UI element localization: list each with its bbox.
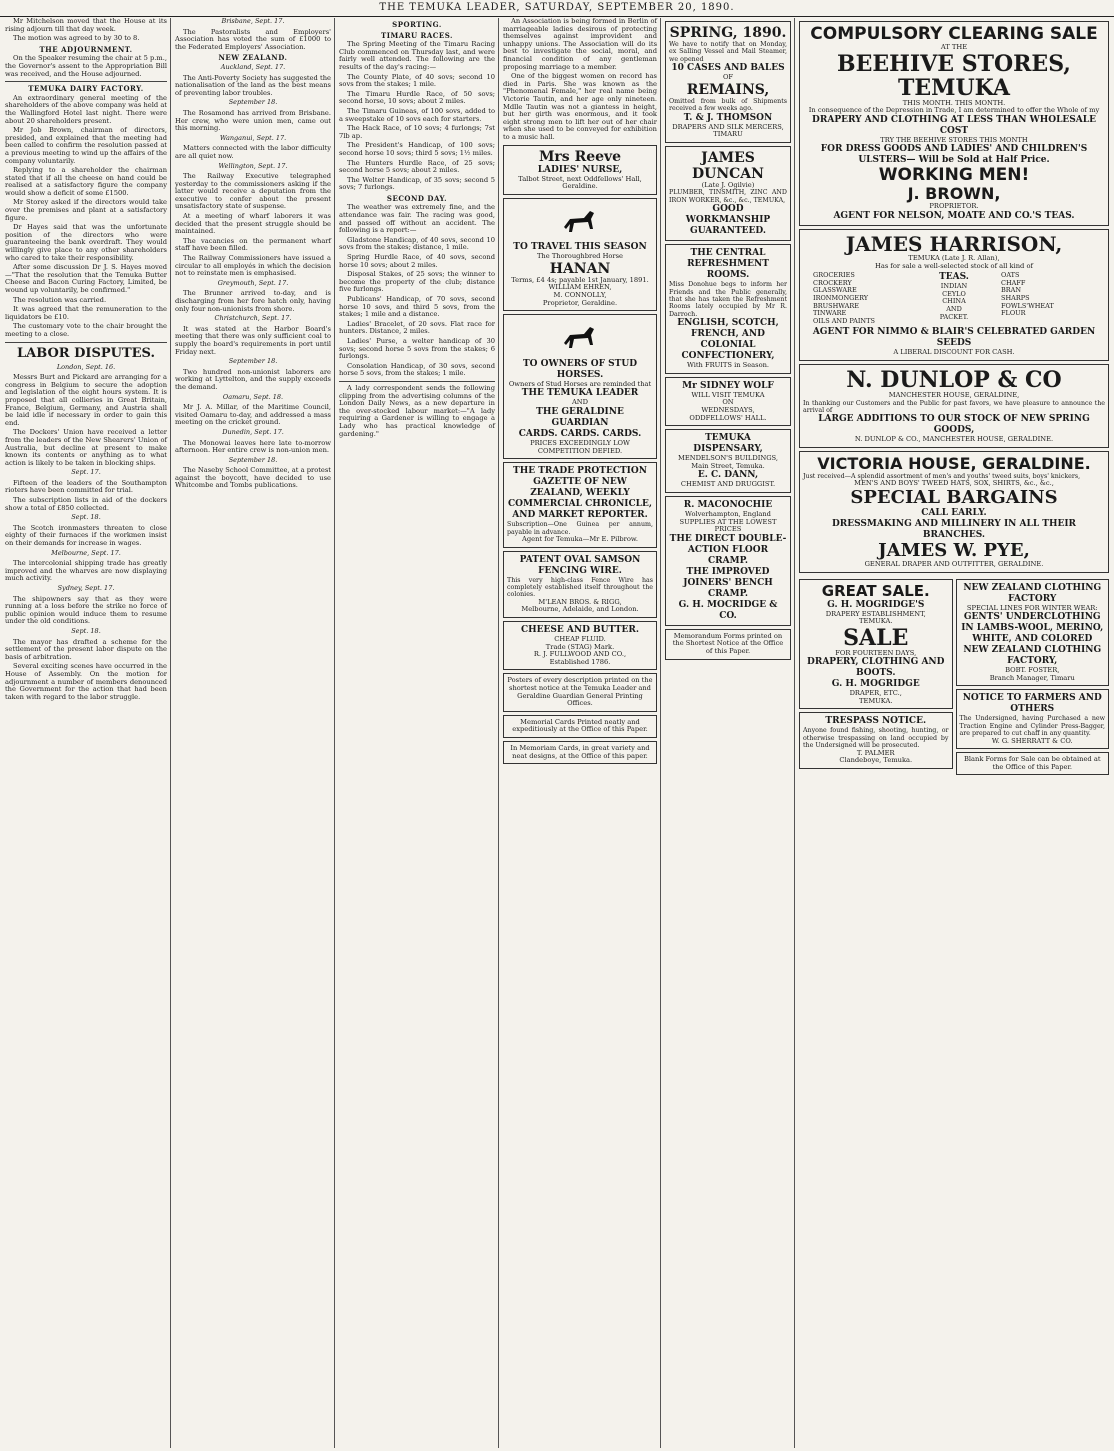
goods-item: OATS — [1001, 271, 1020, 280]
race-result: The Welter Handicap, of 35 sovs; second 5 sovs; 7 furlongs. — [339, 175, 495, 192]
section-heading: TIMARU RACES. — [381, 30, 453, 40]
goods-item: CROCKERY — [813, 278, 852, 287]
victoria-house-advert — [799, 451, 1109, 573]
paragraph: The Railway Executive telegraphed yesterday to the commissioners asking if the latter would receive a deputation from the executive to confer about the present unsatisfactory state of suspense. — [175, 172, 331, 211]
paragraph: The Anti-Poverty Society has suggested the nationalisation of the land as the best means of preventing labor troubles. — [175, 73, 331, 97]
cheese-butter-advert — [503, 621, 657, 670]
advert-line: THE GERALDINE GUARDIAN — [536, 407, 624, 429]
advert-line: WILLIAM EHREN, — [548, 283, 612, 292]
advert-line: WEDNESDAYS, — [701, 406, 755, 415]
advert-line: Mr SIDNEY WOLF — [682, 380, 774, 391]
advert-title: TEMUKA DISPENSARY, — [693, 433, 763, 455]
goods-item: SHARPS — [1001, 293, 1030, 302]
advert-title: NOTICE TO FARMERS AND OTHERS — [962, 693, 1102, 715]
column-rule — [660, 18, 661, 1448]
dateline: Melbourne, Sept. 17. — [51, 548, 121, 557]
race-result: The Timaru Guineas, of 100 sovs, added to a sweepstake of 10 sovs each for starters. — [339, 106, 495, 123]
advert-line: Agent for Temuka—Mr E. Pilbrow. — [522, 535, 638, 544]
advert-line: TRY THE BEEHIVE STORES THIS MONTH — [880, 135, 1028, 144]
advert-title: TRESPASS NOTICE. — [825, 716, 927, 727]
race-result: Ladies' Bracelet, of 20 sovs. Flat race for hunters. Distance, 2 miles. — [339, 319, 495, 336]
advert-line: With FRUITS in Season. — [686, 361, 770, 370]
advert-line: We have to notify that on Monday, ex Salling Vessel and Mail Steamer, we opened — [669, 41, 787, 63]
advert-line: THE IMPROVED JOINERS' BENCH CRAMP. — [683, 566, 773, 599]
goods-item: GLASSWARE — [813, 286, 857, 295]
advertiser-name: T. & J. THOMSON — [683, 112, 773, 123]
advert-line: PROPRIETOR. — [929, 202, 979, 211]
advert-line: DRAPER, ETC., — [849, 689, 902, 698]
advert-title: THE TRADE PROTECTION GAZETTE OF NEW ZEALAND, WEEKLY COMMERCIAL CHRONICLE, AND MARKET REPORTER. — [508, 466, 652, 521]
advert-line: WILL VISIT TEMUKA — [691, 390, 765, 399]
goods-item: CHAFF — [1001, 278, 1026, 287]
advert-line: M'LEAN BROS. & RIGG, — [538, 597, 622, 606]
paragraph: Mr Job Brown, chairman of directors, presided, and explained that the meeting had been called to confirm the resolution passed at a previous meeting to wind up the affairs of the company voluntarily. — [5, 126, 167, 165]
advert-line: R. J. FULLWOOD AND CO., — [533, 650, 627, 659]
trespass-notice — [799, 712, 953, 768]
maconochie-advert — [665, 496, 791, 626]
advert-line: ENGLISH, SCOTCH, FRENCH, AND COLONIAL CONFECTIONERY, — [677, 318, 779, 362]
great-sale-advert — [799, 579, 953, 710]
paragraph: The Dockers' Union have received a letter from the leaders of the New Shearers' Union of Australia, but decline at present to make known its contents or anything as to what action is likely to be taken in blocking ships. — [5, 428, 167, 467]
advert-line: ODDFELLOWS' HALL. — [689, 413, 767, 422]
advert-line: THE DIRECT DOUBLE-ACTION FLOOR CRAMP. — [669, 533, 787, 566]
advert-line: The Undersigned, having Purchased a new Traction Engine and Cylinder Press-Bagger, are prepared to cut chaff in any quantity. — [959, 715, 1105, 738]
paragraph: Messrs Burt and Pickard are arranging for a congress in Belgium to secure the adoption and legislation of the eight hours system. It is proposed that all collieries in Great Britain, France, Belgium, Germany, and Austria shall be laid idle if necessary in order to gain this end. — [5, 373, 167, 427]
paragraph: The mayor has drafted a scheme for the settlement of the present labor dispute on the basis of arbitration. — [5, 637, 167, 661]
race-result: Consolation Handicap, of 30 sovs, second horse 5 sovs, from the stakes; 1 mile. — [339, 361, 495, 378]
paragraph: The subscription lists in aid of the dockers show a total of £850 collected. — [5, 496, 167, 512]
race-result: The Hunters Hurdle Race, of 25 sovs; second horse 5 sovs; about 2 miles. — [339, 158, 495, 175]
memorial-cards-notice: Memorial Cards Printed neatly and expeditiously at the Office of this Paper. — [503, 715, 657, 738]
advert-line: Has for sale a well-selected stock of all kind of — [875, 261, 1033, 270]
advert-title: THE CENTRAL REFRESHMENT ROOMS. — [687, 248, 769, 281]
paragraph: Several exciting scenes have occurred in the House of Assembly. On the motion for adjournment a number of members denounced the Government for the action that had been taken with regard to the labor struggle. — [5, 662, 167, 701]
paragraph: The Naseby School Committee, at a protest against the boycott, have decided to use Whitcombe and Tombs publications. — [175, 466, 331, 490]
advert-line: In consequence of the Depression in Trade, I am determined to offer the Whole of my — [808, 106, 1100, 115]
paragraph: The intercolonial shipping trade has greatly improved and the wharves are now displaying much activity. — [5, 559, 167, 583]
advert-line: GENERAL DRAPER AND OUTFITTER, GERALDINE. — [864, 559, 1044, 568]
paragraph: The Railway Commissioners have issued a circular to all employés in which the decision not to reinstate men is emphasised. — [175, 254, 331, 278]
race-result: Disposal Stakes, of 25 sovs; the winner to become the property of the club; distance five furlongs. — [339, 270, 495, 294]
advert-line: Wolverhampton, England — [685, 510, 771, 518]
section-heading: TEMUKA DAIRY FACTORY. — [28, 84, 144, 94]
dateline: September 18. — [228, 357, 278, 366]
advert-line: OF — [722, 73, 734, 82]
paragraph: Mr J. A. Millar, of the Maritime Council, visited Oamaru to-day, and addressed a mass meeting on the cricket ground. — [175, 403, 331, 427]
bottom-right — [956, 576, 1110, 779]
goods-column — [907, 272, 1001, 325]
advert-line: G. H. MOCRIDGE & CO. — [678, 599, 778, 621]
paragraph: The Monowai leaves here late to-morrow afternoon. Her entire crew is non-union men. — [175, 438, 331, 455]
advert-line: E. C. DANN, — [697, 470, 759, 481]
paragraph: Two hundred non-unionist laborers are working at Lyttelton, and the supply exceeds the demand. — [175, 367, 331, 391]
goods-column — [1001, 272, 1095, 325]
advert-line: SALE — [843, 624, 909, 651]
column-1 — [2, 18, 170, 1446]
paragraph: Matters connected with the labor difficulty are all quiet now. — [175, 144, 331, 160]
advertiser-name: JAMES W. PYE, — [878, 539, 1030, 561]
advert-line: DRESSMAKING AND MILLINERY IN ALL THEIR BRANCHES. — [831, 518, 1077, 540]
column-6 — [796, 18, 1112, 1446]
advert-line: TEMUKA (Late J. R. Allan), — [908, 253, 1000, 262]
goods-item: FOWLS'WHEAT — [1001, 301, 1054, 310]
race-result: Publicans' Handicap, of 70 sovs, second horse 10 sovs, and third 5 sovs, from the stakes; 1 mile and a distance. — [339, 295, 495, 319]
advert-line: M. CONNOLLY, — [553, 291, 607, 300]
paragraph: The motion was agreed to by 30 to 8. — [13, 34, 140, 43]
fencing-wire-advert — [503, 551, 657, 618]
advert-line: ON — [722, 398, 734, 407]
divider — [5, 81, 167, 82]
advert-line: DRAPERY, CLOTHING AND BOOTS. — [807, 657, 945, 679]
advert-line: LADIES' NURSE, — [537, 164, 623, 175]
column-rule — [794, 18, 795, 1448]
advert-line: A LIBERAL DISCOUNT FOR CASH. — [893, 348, 1015, 357]
advert-title: Mrs Reeve — [538, 148, 622, 165]
dateline: Greymouth, Sept. 17. — [217, 278, 289, 287]
plumber-advert — [665, 146, 791, 241]
advert-line: In thanking our Customers and the Public for past favors, we have pleasure to announce the arrival of — [803, 399, 1105, 414]
paragraph: The weather was extremely fine, and the attendance was fair. The racing was good, and passed off without an accident. The following is a report:— — [339, 203, 495, 235]
dateline: Sept. 18. — [71, 626, 101, 635]
paragraph: It was stated at the Harbor Board's meeting that there was only sufficient coal to supply the board's requirements in port until Friday next. — [175, 324, 331, 356]
goods-item: IRONMONGERY — [813, 293, 869, 302]
dateline: Wellington, Sept. 17. — [218, 161, 288, 170]
goods-item: CHINA — [942, 297, 966, 306]
advert-line: This very high-class Fence Wire has completely established itself throughout the colonies. — [507, 576, 653, 599]
nurse-advert — [503, 145, 657, 195]
in-memoriam-notice: In Memoriam Cards, in great variety and neat designs, at the Office of this paper. — [503, 741, 657, 764]
paragraph: The Scotch ironmasters threaten to close eighty of their furnaces if the workmen insist on their demands for increase in wages. — [5, 523, 167, 548]
advert-line: GOOD WORKMANSHIP GUARANTEED. — [685, 204, 771, 237]
advert-line: Geraldine. — [562, 182, 598, 191]
advertiser-name: JAMES HARRISON, — [845, 231, 1063, 256]
advert-title: R. MACONOCHIE — [683, 500, 773, 510]
advert-line: Main Street, Temuka. — [691, 461, 765, 470]
goods-item: OILS AND PAINTS — [813, 316, 875, 325]
advert-line: SPECIAL LINES FOR WINTER WEAR: — [966, 603, 1098, 612]
advert-line: MENDELSON'S BUILDINGS, — [677, 454, 779, 463]
race-result: The County Plate, of 40 sovs; second 10 sovs from the stakes; 1 mile. — [339, 72, 495, 89]
advert-line: MEN'S AND BOYS' TWEED HATS, SOX, SHIRTS, &c., &c., — [854, 479, 1054, 488]
advert-title: SPRING, 1890. — [669, 25, 787, 41]
paragraph: It was agreed that the remuneration to the liquidators be £10. — [5, 305, 167, 321]
dispensary-advert — [665, 429, 791, 493]
advert-line: GENTS' UNDERCLOTHING IN LAMBS-WOOL, MERINO, WHITE, AND COLORED — [961, 612, 1104, 645]
paragraph: On the Speaker resuming the chair at 5 p.m., the Governor's assent to the Appropriation Bill was received, and the House adjourned. — [5, 54, 167, 78]
advert-line: AT THE — [940, 43, 968, 51]
dateline: Auckland, Sept. 17. — [220, 62, 286, 71]
advert-line: N. DUNLOP & CO., MANCHESTER HOUSE, GERALDINE. — [854, 435, 1054, 444]
advert-line: (Late J. Ogilvie) — [701, 180, 755, 189]
advert-line: Trade (STAG) Mark. — [545, 642, 615, 651]
advert-line: 10 CASES AND BALES — [671, 63, 785, 74]
advertiser-name: N. DUNLOP & CO — [846, 366, 1062, 393]
advert-line: NEW ZEALAND CLOTHING FACTORY, — [963, 645, 1102, 667]
goods-item: GROCERIES — [813, 271, 855, 280]
paragraph: The vacancies on the permanent wharf staff have been filled. — [175, 236, 331, 253]
advertiser-name: G. H. MOGRIDGE — [831, 679, 920, 690]
paragraph: The shipowners say that as they were running at a loss before the strike no force of public opinion would induce them to resume under the old conditions. — [5, 594, 167, 626]
dateline: Oamaru, Sept. 18. — [222, 392, 284, 401]
advert-line: T. PALMER — [856, 748, 895, 757]
farmers-notice — [956, 689, 1110, 749]
race-result: The Hack Race, of 10 sovs; 4 furlongs; 7st 7lb ap. — [339, 124, 495, 140]
advert-line: Miss Donohue begs to inform her Friends and the Public generally, that she has taken the Refreshment Rooms lately occupied by Mr R. Darroch. — [669, 281, 787, 318]
goods-item: TEAS. — [939, 272, 969, 283]
advert-line: TEMUKA. — [858, 617, 893, 626]
dateline: September 18. — [228, 98, 278, 107]
advert-line: Melbourne, Adelaide, and London. — [521, 605, 639, 614]
goods-item: TINWARE — [813, 309, 847, 318]
paragraph: The customary vote to the chair brought the meeting to a close. — [5, 322, 167, 338]
advert-line: Branch Manager, Timaru — [989, 673, 1075, 682]
advert-line: Subscription—One Guinea per annum, payable in advance. — [507, 521, 653, 536]
dateline: Brisbane, Sept. 17. — [221, 18, 285, 25]
advert-line: TO TRAVEL THIS SEASON — [513, 242, 647, 253]
column-rule — [334, 18, 335, 1448]
stallion-advert — [503, 198, 657, 312]
advert-line: WORKING MEN! — [878, 165, 1030, 186]
paragraph: Dr Hayes said that was the unfortunate position of the directors who were guaranteeing the bank overdraft. They would willingly give place to any other shareholders who cared to take their responsibility. — [5, 223, 167, 262]
advert-line: Just received—A splendid assortment of men's and youths' tweed suits, boys' knickers, — [803, 472, 1081, 480]
spring-advert — [665, 21, 791, 143]
paragraph: Fifteen of the leaders of the Southampton rioters have been committed for trial. — [5, 478, 167, 495]
advert-line: THE TEMUKA LEADER — [521, 388, 639, 399]
race-result: The President's Handicap, of 100 sovs; second horse 10 sovs; third 5 sovs; 1½ miles. — [339, 141, 495, 157]
advert-title: COMPULSORY CLEARING SALE — [810, 24, 1098, 44]
article-headline: LABOR DISPUTES. — [17, 345, 155, 361]
advert-title: NEW ZEALAND CLOTHING FACTORY — [963, 582, 1102, 604]
advert-line: J. BROWN, — [907, 184, 1001, 204]
posters-notice: Posters of every description printed on the shortest notice at the Temuka Leader and Geraldine Guardian General Printing Offices. — [503, 673, 657, 711]
advert-line: FOR DRESS GOODS AND LADIES' AND CHILDREN'S ULSTERS— Will be Sold at Half Price. — [820, 144, 1088, 166]
paragraph: Replying to a shareholder the chairman stated that if all the cheese on hand could be realised at a satisfactory figure the company would show a deficit of some £1500. — [5, 166, 167, 197]
advert-line: THIS MONTH. THIS MONTH. — [902, 98, 1006, 107]
column-3 — [336, 18, 498, 1446]
advert-line: BOBT. FOSTER, — [1005, 666, 1060, 675]
race-result: Spring Hurdle Race, of 40 sovs, second horse 10 sovs; about 2 miles. — [339, 253, 495, 269]
race-result: Ladies' Purse, a welter handicap of 30 sovs; second horse 5 sovs from the stakes; 6 furlongs. — [339, 336, 495, 361]
dateline: London, Sept. 16. — [56, 362, 116, 371]
advert-title: TO OWNERS OF STUD HORSES. — [522, 358, 638, 380]
paragraph: An Association is being formed in Berlin of marriageable ladies desirous of protecting themselves against improvident and unhappy unions. The Association will do its best to investigate the social, moral, and financial condition of any gentleman proposing marriage to a member. — [503, 18, 657, 71]
advert-line: Owners of Stud Horses are reminded that — [508, 379, 652, 388]
horse-icon — [560, 321, 600, 353]
advert-title: PATENT OVAL SAMSON FENCING WIRE. — [519, 554, 641, 576]
dateline: Sept. 18. — [71, 513, 101, 522]
stud-horse-owners-advert — [503, 314, 657, 459]
horse-name: HANAN — [549, 260, 611, 277]
dunlop-advert — [799, 364, 1109, 448]
blank-forms-notice: Blank Forms for Sale can be obtained at the Office of this Paper. — [956, 752, 1110, 775]
advert-title: JAMES DUNCAN — [692, 149, 764, 182]
paragraph: The Spring Meeting of the Timaru Racing Club commenced on Thursday last, and were fairly well attended. The following are the results of the day's racing:— — [339, 40, 495, 71]
paragraph: A lady correspondent sends the following clipping from the advertising columns of the London Daily News, as a new departure in the over-stocked labour market:—"A lady requiring a Gardener is willing to engage a Lady who has practical knowledge of gardening." — [339, 383, 495, 438]
goods-item: AND — [946, 304, 962, 313]
section-heading: NEW ZEALAND. — [218, 53, 288, 63]
advert-line: CHEMIST AND DRUGGIST. — [680, 480, 776, 489]
advertiser-name: G. H. MOGRIDGE'S — [827, 599, 925, 610]
advert-line: Clandeboye, Temuka. — [839, 756, 913, 765]
paragraph: At a meeting of wharf laborers it was decided that the present struggle should be maintained. — [175, 212, 331, 236]
paragraph: Mr Mitchelson moved that the House at its rising adjourn till that day week. — [5, 18, 167, 33]
advert-line: AGENT FOR NELSON, MOATE AND CO.'S TEAS. — [833, 210, 1075, 221]
dateline: Sept. 17. — [71, 468, 101, 477]
column-4 — [500, 18, 660, 1446]
refreshment-rooms-advert — [665, 244, 791, 374]
advert-line: Omitted from bulk of Shipments received a few weeks ago. — [669, 97, 787, 113]
advert-line: PLUMBER, TINSMITH, ZINC AND IRON WORKER, &c., &c., TEMUKA, — [669, 189, 787, 204]
paragraph: The Rosamond has arrived from Brisbane. Her crew, who were union men, came out this morning. — [175, 108, 331, 133]
dateline: Dunedin, Sept. 17. — [222, 427, 284, 436]
goods-list — [803, 270, 1105, 327]
trade-gazette-advert — [503, 462, 657, 547]
advert-line: AGENT FOR NIMMO & BLAIR'S CELEBRATED GARDEN SEEDS — [812, 327, 1096, 349]
dateline: September 18. — [228, 455, 278, 464]
advert-line: W. G. SHERRATT & CO. — [991, 736, 1073, 745]
advert-line: LARGE ADDITIONS TO OUR STOCK OF NEW SPRING GOODS, — [818, 414, 1090, 436]
bottom-left — [799, 576, 953, 779]
section-heading: THE ADJOURNMENT. — [39, 44, 133, 54]
advert-line: Talbot Street, next Oddfellows' Hall, — [518, 174, 642, 183]
advert-line: SUPPLIES AT THE LOWEST PRICES — [679, 517, 777, 534]
column-5 — [662, 18, 794, 1446]
advert-line: Terms, £4 4s; payable 1st January, 1891. — [511, 275, 649, 284]
advert-title: VICTORIA HOUSE, GERALDINE. — [817, 453, 1091, 473]
paragraph: The resolution was carried. — [13, 295, 107, 304]
dentist-visit-advert — [665, 377, 791, 426]
advert-line: DRAPERY AND CLOTHING AT LESS THAN WHOLESALE COST — [812, 114, 1096, 136]
divider — [339, 381, 495, 382]
advert-line: REMAINS, — [686, 81, 770, 98]
column-2 — [172, 18, 334, 1446]
advert-line: PRICES EXCEEDINGLY LOW — [530, 439, 630, 448]
goods-item: BRUSHWARE — [813, 301, 859, 310]
race-result: The Timaru Hurdle Race, of 50 sovs; second horse, 10 sovs; about 2 miles. — [339, 89, 495, 106]
advert-line: COMPETITION DEFIED. — [537, 446, 623, 455]
paragraph: The Brunner arrived to-day, and is discharging from her fore hatch only, having only four non-unionists from shore. — [175, 289, 331, 313]
advert-line: FOR FOURTEEN DAYS, — [835, 648, 917, 657]
advert-line: The Thoroughbred Horse — [536, 252, 624, 261]
goods-column — [813, 272, 907, 325]
advert-line: TEMUKA. — [858, 696, 893, 705]
divider — [5, 342, 167, 343]
harrison-advert — [799, 229, 1109, 361]
memorandum-forms-notice: Memorandum Forms printed on the Shortest Notice at the Office of this Paper. — [665, 629, 791, 660]
horse-icon — [560, 205, 600, 237]
section-heading: SECOND DAY. — [386, 193, 448, 203]
column-rule — [498, 18, 499, 1448]
goods-item: BRAN — [1001, 286, 1022, 295]
advert-line: AND — [571, 398, 589, 407]
race-result: Gladstone Handicap, of 40 sovs, second 10 sovs from the stakes; distance, 1 mile. — [339, 235, 495, 252]
beehive-stores-advert — [799, 21, 1109, 226]
advert-title: CHEESE AND BUTTER. — [520, 625, 640, 636]
section-heading: SPORTING. — [392, 20, 442, 29]
paragraph: One of the biggest women on record has died in Paris. She was known as the "Phenomenal Female," her real name being Victorie Tautin, and her age only nineteen. Mdlle Tautin was not a giantess in height, but her girth was enormous, and it took eight strong men to lift her out of her chair when she used to be conveyed for exhibition to a music hall. — [503, 72, 657, 141]
dateline: Sydney, Sept. 17. — [57, 584, 115, 592]
paragraph: The Pastoralists and Employers' Association has voted the sum of £1000 to the Federated Employers' Association. — [175, 27, 331, 51]
goods-item: FLOUR — [1001, 309, 1026, 318]
dateline: Christchurch, Sept. 17. — [214, 314, 292, 323]
goods-item: INDIAN — [940, 282, 968, 291]
paragraph: An extraordinary general meeting of the shareholders of the above company was held at the Wallingford Hotel last night. There were about 20 shareholders present. — [5, 93, 167, 125]
goods-item: PACKET. — [939, 312, 969, 321]
advert-line: Anyone found fishing, shooting, hunting, or otherwise trespassing on land occupied by the Undersigned will be prosecuted. — [803, 727, 949, 750]
advert-line: CHEAP FLUID. — [554, 635, 606, 644]
advert-line: DRAPERY ESTABLISHMENT, — [825, 609, 926, 618]
bottom-adverts — [799, 576, 1109, 779]
advert-line: SPECIAL BARGAINS — [850, 486, 1058, 508]
advert-title: GREAT SALE. — [821, 581, 930, 600]
goods-item: CEYLO — [942, 289, 966, 298]
advert-line: Established 1786. — [549, 657, 611, 666]
dateline: Wanganui, Sept. 17. — [219, 133, 287, 142]
advertiser-name: BEEHIVE STORES, TEMUKA — [837, 50, 1071, 101]
advert-line: CALL EARLY. — [921, 507, 987, 518]
advert-line: DRAPERS AND SILK MERCERS, — [672, 122, 784, 131]
paragraph: After some discussion Dr J. S. Hayes moved—"That the resolution that the Temuka Butter Cheese and Bacon Curing Factory, Limited, be wound up voluntarily, be confirmed." — [5, 263, 167, 294]
advert-line: MANCHESTER HOUSE, GERALDINE, — [888, 390, 1020, 399]
clothing-factory-advert — [956, 579, 1110, 687]
masthead: THE TEMUKA LEADER, SATURDAY, SEPTEMBER 20, 1890. — [0, 0, 1114, 17]
advert-line: CARDS. CARDS. CARDS. — [518, 429, 642, 440]
advert-line: Proprietor, Geraldine. — [542, 298, 618, 307]
column-rule — [170, 18, 171, 1448]
paragraph: Mr Storey asked if the directors would take over the premises and plant at a satisfactory figure. — [5, 198, 167, 222]
advert-line: TIMARU — [713, 130, 743, 139]
